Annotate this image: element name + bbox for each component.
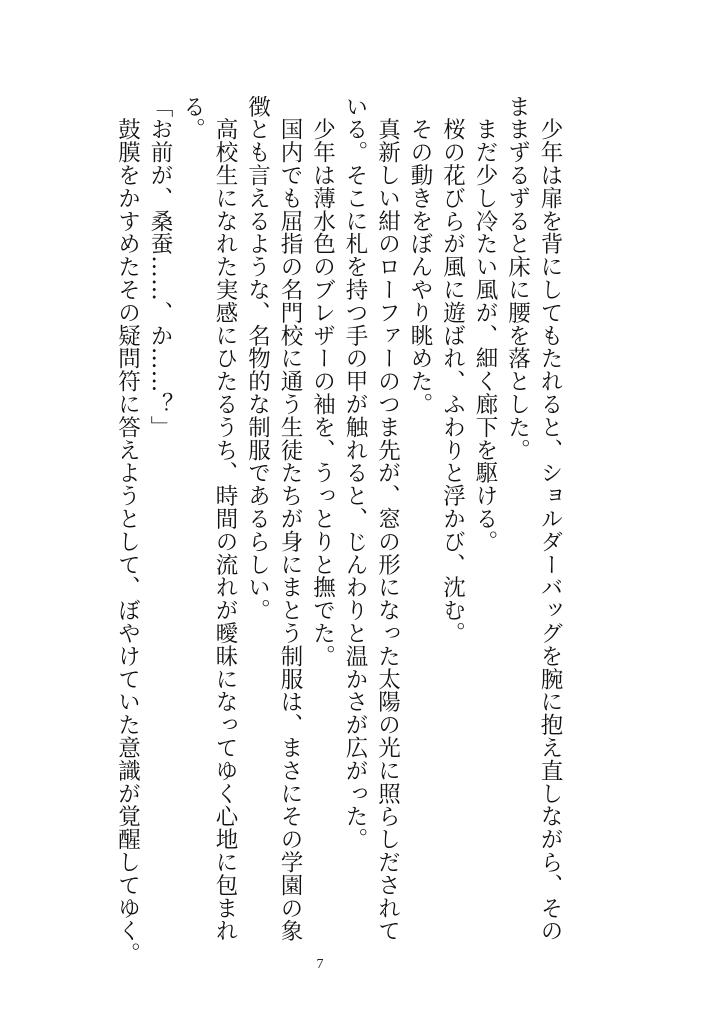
text-line: 桜の花びらが風に遊ばれ、ふわりと浮かび、沈む。 xyxy=(439,95,466,645)
text-line: ままずるずると床に腰を落とした。 xyxy=(504,95,531,462)
text-line: る。 xyxy=(179,95,206,141)
text-line: まだ少し冷たい風が、細く廊下を駆ける。 xyxy=(472,95,498,553)
vertical-text-body xyxy=(111,95,566,966)
page-number: 7 xyxy=(316,957,324,972)
text-line: 高校生になれた実感にひたるうち、時間の流れが曖昧になってゆく心地に包まれ xyxy=(212,95,238,943)
text-line: 少年は薄水色のブレザーの袖を、うっとりと撫でた。 xyxy=(309,95,336,668)
text-line: 「お前が、桑蚕……、か……？」 xyxy=(147,95,173,439)
text-line: 鼓膜をかすめたその疑問符に答えようとして、ぼやけていた意識が覚醒してゆく。 xyxy=(114,95,141,966)
text-line: 真新しい紺のローファーのつま先が、窓の形になった太陽の光に照らしだされて xyxy=(374,95,401,943)
text-line: 少年は扉を背にしてもたれると、ショルダーバッグを腕に抱え直しながら、その xyxy=(537,95,563,943)
text-line: 国内でも屈指の名門校に通う生徒たちが身にまとう制服は、まさにその学園の象 xyxy=(277,95,303,943)
text-line: その動きをぼんやり眺めた。 xyxy=(407,95,433,416)
text-line: 徴とも言えるような、名物的な制服であるらしい。 xyxy=(244,95,271,622)
text-line: いる。そこに札を持つ手の甲が触れると、じんわりと温かさが広がった。 xyxy=(342,95,368,851)
